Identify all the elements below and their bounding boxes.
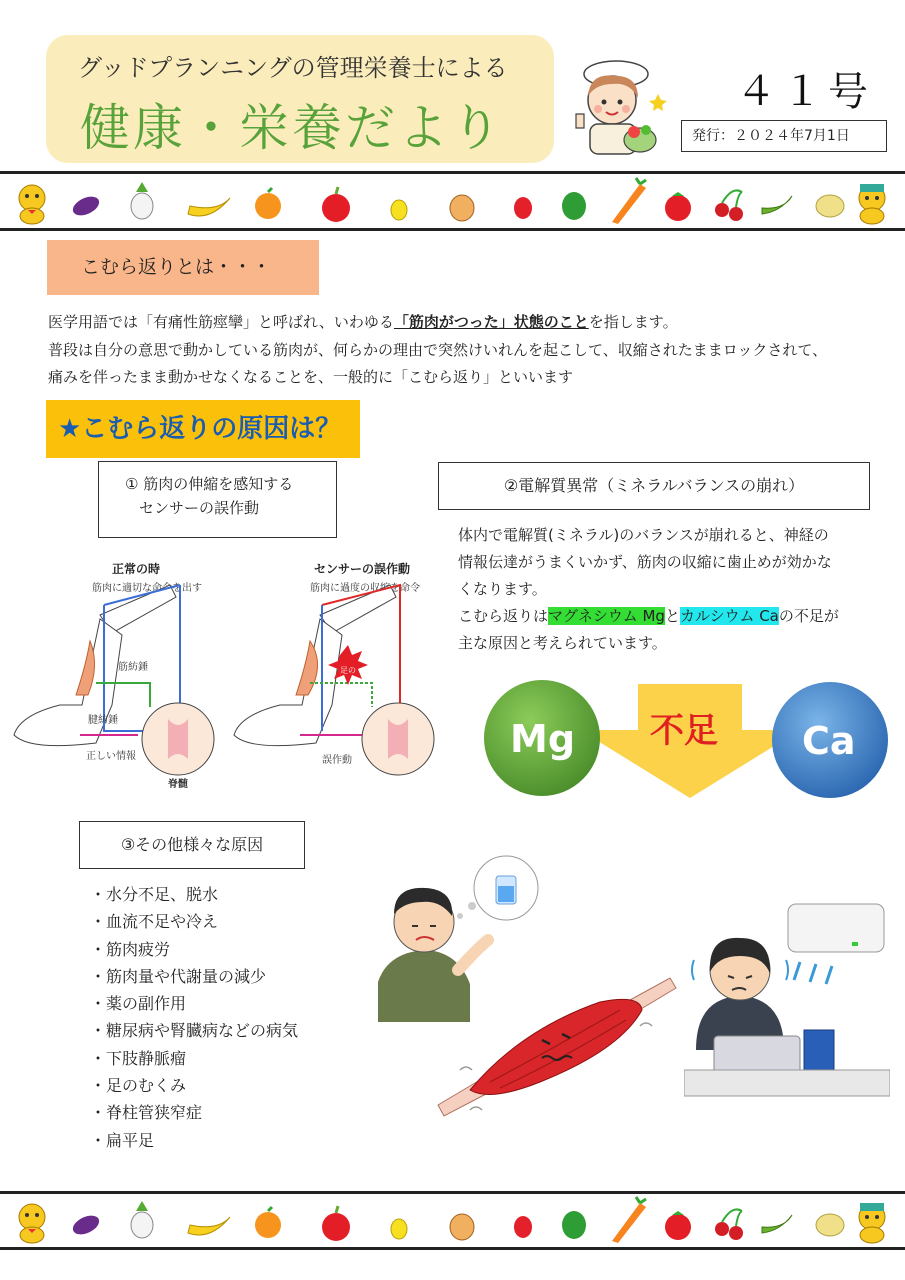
list-item: ・薬の副作用 — [90, 994, 187, 1014]
magnesium-highlight: マグネシウム Mg — [548, 607, 665, 625]
bottom-rule — [0, 1247, 905, 1250]
cause2-line2: 情報伝達がうまくいかず、筋肉の収縮に歯止めが効かな — [458, 553, 832, 571]
issue-number: ４１号 — [736, 69, 874, 115]
fruit-border-icon — [0, 176, 905, 228]
list-item: ・足のむくみ — [90, 1076, 187, 1096]
bottom-rule-top — [0, 1191, 905, 1194]
fruit-border-bottom-icon — [0, 1195, 905, 1247]
cause2-line4-post: の不足が — [778, 607, 839, 625]
cause1-line1: ① 筋肉の伸縮を感知する — [125, 475, 294, 493]
top-rule-bottom — [0, 228, 905, 231]
mineral-shortage-graphic — [480, 672, 900, 802]
normal-title: 正常の時 — [112, 562, 161, 576]
cramp-label: 足の つり — [340, 666, 375, 675]
cause2-line5: 主な原因と考えられています。 — [458, 634, 667, 652]
mg-symbol: Mg — [510, 717, 576, 761]
section-heading-causes: ★こむら返りの原因は？ — [46, 400, 360, 458]
cause3-box: ③その他様々な原因 — [79, 821, 305, 869]
air-conditioner-icon — [788, 904, 884, 952]
other-causes-list — [90, 881, 298, 1154]
cause2-text — [458, 522, 878, 657]
calcium-highlight: カルシウム Ca — [679, 607, 779, 625]
list-item: ・糖尿病や腎臓病などの病気 — [90, 1021, 299, 1041]
cause2-box: ②電解質異常（ミネラルバランスの崩れ） — [438, 462, 870, 510]
list-item: ・脊柱管狭窄症 — [90, 1103, 203, 1123]
publish-date: 発行：２０２４年7月1日 — [681, 120, 887, 152]
ca-symbol: Ca — [802, 719, 856, 763]
cramped-muscle-icon — [430, 970, 680, 1120]
definition-line-3: 痛みを伴ったまま動かせなくなることを、一般的に「こむら返り」といいます — [48, 368, 574, 386]
top-rule — [0, 171, 905, 174]
correct-info-label: 正しい情報 — [86, 751, 136, 762]
cold-office-worker-icon — [684, 900, 890, 1100]
cause2-line4-pre: こむら返りは — [458, 607, 549, 625]
definition-line-1-pre: 医学用語では「有痛性筋痙攣」と呼ばれ、いわゆる — [48, 313, 394, 331]
list-item: ・扁平足 — [90, 1130, 155, 1150]
cause2-line3: くなります。 — [458, 580, 547, 598]
list-item: ・筋肉量や代謝量の減少 — [90, 966, 267, 986]
error-title: センサーの誤作動 — [314, 562, 411, 576]
shortage-label: 不足 — [650, 711, 718, 751]
definition-line-1-post: を指します。 — [588, 313, 678, 331]
cause1-box — [98, 461, 337, 538]
definition-line-2: 普段は自分の意思で動かしている筋肉が、何らかの理由で突然けいれんを起こして、収縮されたままロックされて、 — [48, 341, 828, 359]
list-item: ・血流不足や冷え — [90, 912, 219, 932]
tendon-label: 腱紡錘 — [88, 715, 118, 726]
error-caption: 筋肉に過度の収縮を命令 — [310, 583, 420, 594]
list-item: ・下肢静脈瘤 — [90, 1048, 187, 1068]
malfunction-label: 誤作動 — [322, 755, 352, 766]
spindle-label: 筋紡錘 — [118, 662, 148, 673]
list-item: ・水分不足、脱水 — [90, 885, 219, 904]
normal-caption: 筋肉に適切な命令を出す — [92, 583, 202, 594]
cause2-line1: 体内で電解質(ミネラル)のバランスが崩れると、神経の — [458, 526, 829, 544]
definition-emphasis: 「筋肉がつった」状態のこと — [393, 313, 589, 331]
spinal-label: 脊髄 — [168, 779, 188, 790]
definition-line-1 — [48, 311, 678, 332]
list-item: ・筋肉疲労 — [90, 939, 171, 959]
header-subtitle: グッドプランニングの管理栄養士による — [78, 54, 508, 82]
header-title: 健康・栄養だより — [80, 99, 504, 157]
cause1-line2: センサーの誤作動 — [139, 499, 260, 517]
cause2-line4 — [458, 603, 878, 630]
cause2-line4-mid: と — [664, 607, 680, 625]
section-heading-definition: こむら返りとは・・・ — [47, 240, 319, 295]
chef-illustration-icon — [560, 52, 672, 164]
calf-diagram-icon — [0, 555, 450, 795]
